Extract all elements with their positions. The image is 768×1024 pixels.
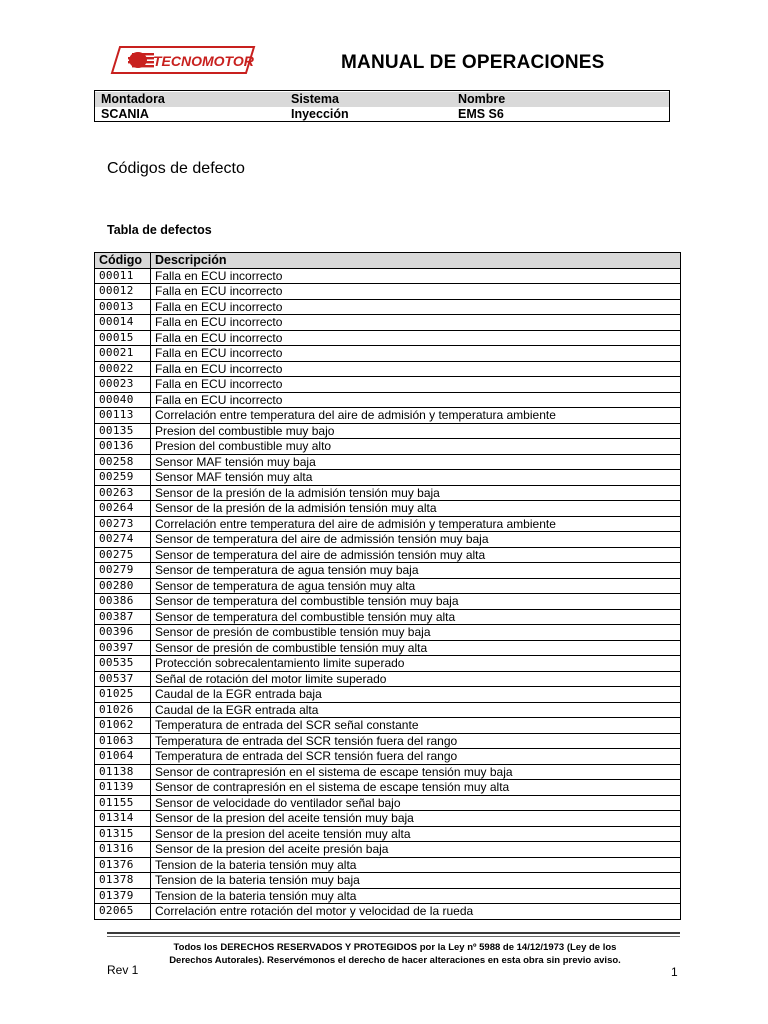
defect-code: 01379 [95,888,151,904]
defect-description: Tension de la bateria tensión muy baja [151,873,681,889]
document-title: MANUAL DE OPERACIONES [341,52,605,73]
defect-description: Correlación entre temperatura del aire de admisión y temperatura ambiente [151,516,681,532]
defect-description: Sensor de temperatura del combustible tensión muy alta [151,609,681,625]
defect-code: 00135 [95,423,151,439]
table-row [95,268,681,284]
defect-code: 01026 [95,702,151,718]
copyright-line-2: Derechos Autorales). Reservémonos el derecho de hacer alteraciones en esta obra sin previo aviso. [169,955,621,966]
defect-description: Falla en ECU incorrecto [151,284,681,300]
defect-code: 01025 [95,687,151,703]
defect-code: 00259 [95,470,151,486]
defect-code: 00386 [95,594,151,610]
defect-description: Sensor de temperatura del aire de admissión tensión muy baja [151,532,681,548]
table-row [95,888,681,904]
revision-label: Rev 1 [107,963,139,977]
info-value-nombre: EMS S6 [458,107,504,121]
defect-code: 00015 [95,330,151,346]
defect-description: Correlación entre rotación del motor y velocidad de la rueda [151,904,681,920]
table-row [95,454,681,470]
table-row [95,299,681,315]
defect-description: Sensor de temperatura del combustible tensión muy baja [151,594,681,610]
defect-description: Protección sobrecalentamiento limite superado [151,656,681,672]
defect-description: Sensor de la presion del aceite tensión muy alta [151,826,681,842]
defect-description: Sensor de contrapresión en el sistema de escape tensión muy baja [151,764,681,780]
defect-table [94,252,681,920]
info-label-montadora: Montadora [101,92,165,106]
defect-code: 01376 [95,857,151,873]
defect-code: 01138 [95,764,151,780]
defect-description: Tension de la bateria tensión muy alta [151,857,681,873]
defect-description: Sensor de la presión de la admisión tensión muy baja [151,485,681,501]
defect-description: Sensor de temperatura de agua tensión muy baja [151,563,681,579]
defect-description: Caudal de la EGR entrada alta [151,702,681,718]
defect-code: 00258 [95,454,151,470]
defect-code: 01139 [95,780,151,796]
table-row [95,532,681,548]
defect-description: Sensor de presión de combustible tensión muy alta [151,640,681,656]
page-number: 1 [671,965,678,979]
defect-description: Falla en ECU incorrecto [151,377,681,393]
defect-description: Temperatura de entrada del SCR señal constante [151,718,681,734]
table-row [95,315,681,331]
defect-description: Presion del combustible muy bajo [151,423,681,439]
defect-description: Sensor de temperatura de agua tensión muy alta [151,578,681,594]
table-row [95,594,681,610]
page-header [96,42,676,82]
copyright-notice [140,941,650,967]
table-row [95,873,681,889]
defect-description: Sensor de presión de combustible tensión muy baja [151,625,681,641]
defect-description: Señal de rotación del motor limite superado [151,671,681,687]
defect-code: 01314 [95,811,151,827]
table-row [95,687,681,703]
defect-description: Falla en ECU incorrecto [151,392,681,408]
table-row [95,749,681,765]
defect-code: 00279 [95,563,151,579]
defect-description: Sensor de contrapresión en el sistema de escape tensión muy alta [151,780,681,796]
defect-description: Correlación entre temperatura del aire de admisión y temperatura ambiente [151,408,681,424]
table-row [95,346,681,362]
table-row [95,578,681,594]
defect-description: Temperatura de entrada del SCR tensión fuera del rango [151,749,681,765]
defect-description: Sensor de la presion del aceite presión baja [151,842,681,858]
table-row [95,470,681,486]
table-caption: Tabla de defectos [107,223,212,237]
defect-code: 00021 [95,346,151,362]
defect-code: 00012 [95,284,151,300]
defect-description: Falla en ECU incorrecto [151,315,681,331]
table-row [95,408,681,424]
table-row [95,842,681,858]
defect-description: Tension de la bateria tensión muy alta [151,888,681,904]
info-label-nombre: Nombre [458,92,506,106]
vehicle-info-box [94,90,670,122]
tecnomotor-logo [110,45,256,75]
defect-code: 00535 [95,656,151,672]
table-row [95,625,681,641]
defect-code: 00023 [95,377,151,393]
table-row [95,485,681,501]
info-value-row [95,107,669,122]
table-row [95,702,681,718]
defect-description: Sensor de velocidade do ventilador señal bajo [151,795,681,811]
info-header-row [95,92,669,107]
defect-code: 00537 [95,671,151,687]
section-title: Códigos de defecto [107,160,245,177]
table-row [95,361,681,377]
defect-code: 00264 [95,501,151,517]
defect-code: 00396 [95,625,151,641]
defect-table-body [95,268,681,919]
defect-description: Sensor de la presion del aceite tensión muy baja [151,811,681,827]
defect-code: 01316 [95,842,151,858]
defect-code: 00040 [95,392,151,408]
table-row [95,501,681,517]
footer-rule-thin [107,936,680,937]
table-row [95,733,681,749]
defect-description: Sensor MAF tensión muy alta [151,470,681,486]
column-header-description: Descripción [151,253,681,269]
footer-rule [107,932,680,934]
table-row [95,377,681,393]
defect-description: Falla en ECU incorrecto [151,268,681,284]
defect-code: 00275 [95,547,151,563]
defect-code: 00397 [95,640,151,656]
table-row [95,795,681,811]
info-label-sistema: Sistema [291,92,339,106]
table-row [95,904,681,920]
defect-description: Falla en ECU incorrecto [151,361,681,377]
defect-description: Falla en ECU incorrecto [151,330,681,346]
table-row [95,718,681,734]
info-value-montadora: SCANIA [101,107,149,121]
defect-description: Sensor MAF tensión muy baja [151,454,681,470]
defect-description: Falla en ECU incorrecto [151,299,681,315]
defect-code: 00013 [95,299,151,315]
defect-description: Caudal de la EGR entrada baja [151,687,681,703]
defect-description: Sensor de temperatura del aire de admissión tensión muy alta [151,547,681,563]
defect-code: 01378 [95,873,151,889]
defect-code: 00022 [95,361,151,377]
table-row [95,826,681,842]
table-row [95,423,681,439]
table-row [95,857,681,873]
defect-code: 01064 [95,749,151,765]
table-row [95,439,681,455]
defect-description: Presion del combustible muy alto [151,439,681,455]
defect-code: 00273 [95,516,151,532]
table-row [95,640,681,656]
table-row [95,764,681,780]
defect-code: 01155 [95,795,151,811]
table-row [95,330,681,346]
defect-code: 02065 [95,904,151,920]
table-header-row [95,253,681,269]
defect-code: 00011 [95,268,151,284]
table-row [95,671,681,687]
defect-description: Sensor de la presión de la admisión tensión muy alta [151,501,681,517]
defect-code: 01315 [95,826,151,842]
defect-code: 00263 [95,485,151,501]
defect-code: 00113 [95,408,151,424]
defect-description: Temperatura de entrada del SCR tensión fuera del rango [151,733,681,749]
copyright-line-1: Todos los DERECHOS RESERVADOS Y PROTEGIDOS por la Ley nº 5988 de 14/12/1973 (Ley de los [173,942,617,953]
table-row [95,284,681,300]
table-row [95,516,681,532]
table-row [95,547,681,563]
table-row [95,609,681,625]
defect-code: 00136 [95,439,151,455]
table-row [95,780,681,796]
table-row [95,392,681,408]
defect-description: Falla en ECU incorrecto [151,346,681,362]
defect-code: 00387 [95,609,151,625]
table-row [95,656,681,672]
defect-code: 00280 [95,578,151,594]
defect-code: 01063 [95,733,151,749]
defect-code: 01062 [95,718,151,734]
table-row [95,563,681,579]
defect-code: 00014 [95,315,151,331]
table-row [95,811,681,827]
defect-code: 00274 [95,532,151,548]
info-value-sistema: Inyección [291,107,349,121]
column-header-code: Código [95,253,151,269]
logo-text: TECNOMOTOR [153,53,254,69]
